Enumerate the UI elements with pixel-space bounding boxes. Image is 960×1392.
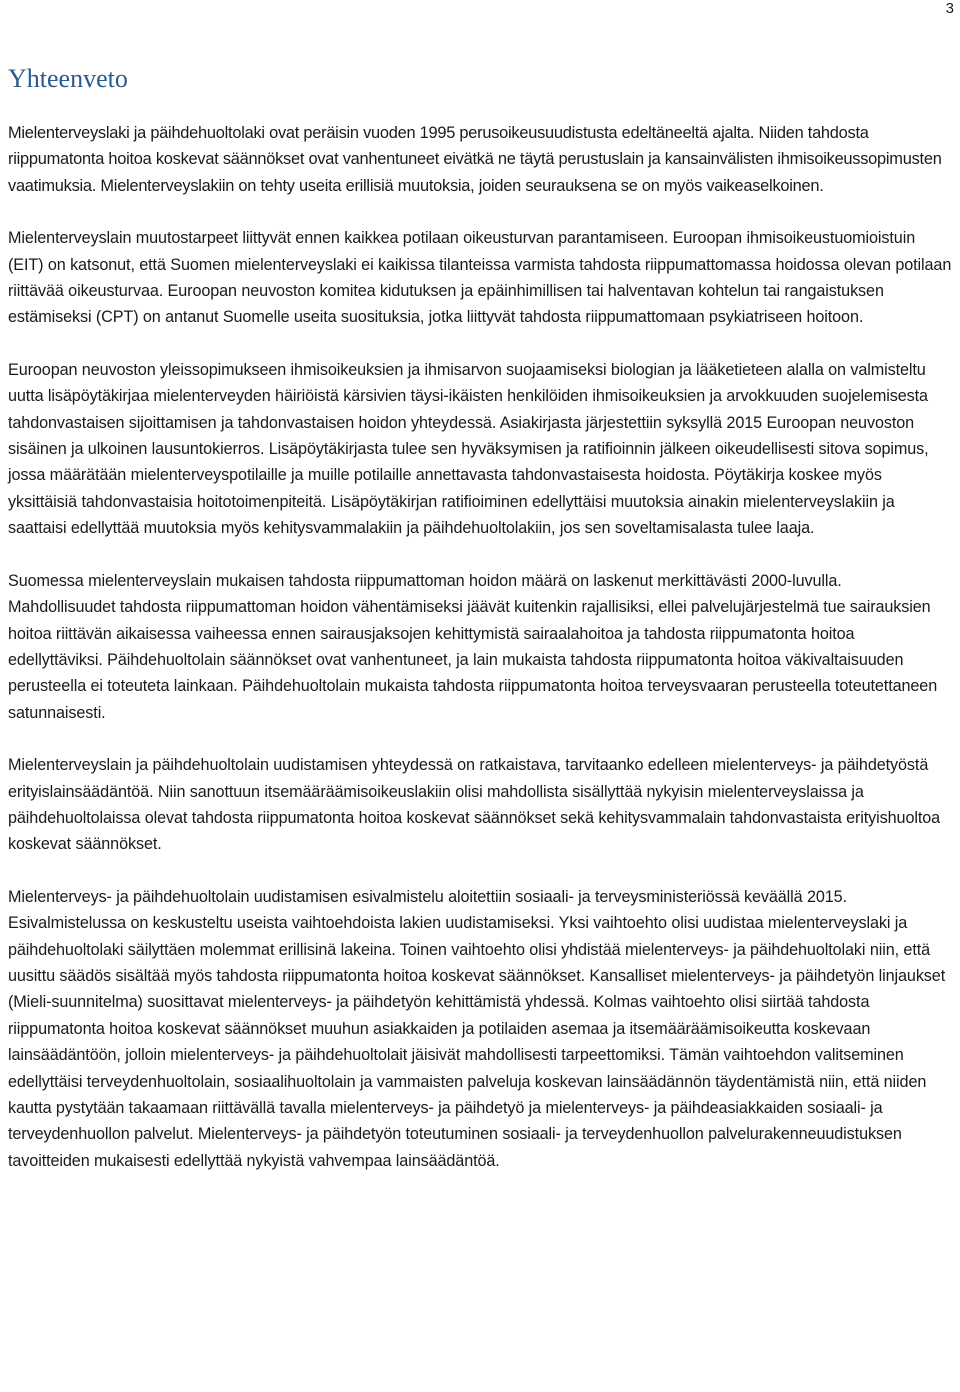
paragraph-5: Mielenterveyslain ja päihdehuoltolain uudistamisen yhteydessä on ratkaistava, tarvitaanko edelleen mielenterveys- ja päihdetyöstä erityislainsäädäntöä. Niin sanottuun itsemääräämisoikeuslakiin olisi mahdollista sisällyttää nykyisin mielenterveyslaissa ja päihdehuoltolaissa olevat tahdosta riippumatonta hoitoa koskevat säännökset sekä kehitysvammalain tahdonvastaista erityishuoltoa koskevat säännökset. xyxy=(8,756,941,854)
page-title: Yhteenveto xyxy=(8,64,128,93)
page-number: 3 xyxy=(945,0,954,17)
paragraph-3: Euroopan neuvoston yleissopimukseen ihmisoikeuksien ja ihmisarvon suojaamiseksi biologian ja lääketieteen alalla on valmisteltu uutta lisäpöytäkirjaa mielenterveyden häiriöistä kärsivien täysi-ikäisten henkilöiden ihmisoikeuksien ja arvokkuuden suojelemisesta tahdonvastaisen sijoittamisen ja tahdonvastaisen hoidon yhteydessä. Asiakirjasta järjestettiin syksyllä 2015 Euroopan neuvoston sisäinen ja ulkoinen lausuntokierros. Lisäpöytäkirjasta tulee sen hyväksymisen ja ratifioinnin jälkeen oikeudellisesti sitova sopimus, jossa määrätään mielenterveyspotilaille ja muille potilaille annettavasta tahdonvastaisesta hoidosta. Pöytäkirja koskee myös yksittäisiä tahdonvastaisia hoitotoimenpiteitä. Lisäpöytäkirjan ratifioiminen edellyttäisi muutoksia ainakin mielenterveyslakiin ja saattaisi edellyttää muutoksia myös kehitysvammalakiin ja päihdehuoltolakiin, jos sen soveltamisalasta tulee laaja. xyxy=(8,360,929,538)
paragraph-6: Mielenterveys- ja päihdehuoltolain uudistamisen esivalmistelu aloitettiin sosiaali- ja terveysministeriössä keväällä 2015. Esivalmistelussa on keskusteltu useista vaihtoehdoista lakien uudistamiseksi. Yksi vaihtoehto olisi uudistaa mielenterveyslaki ja päihdehuoltolaki säilyttäen molemmat erillisinä lakeina. Toinen vaihtoehto olisi yhdistää mielenterveys- ja päihdehuoltolaki niin, että uusittu säädös sisältää myös tahdosta riippumatonta hoitoa koskevat säännökset. Kansalliset mielenterveys- ja päihdetyön linjaukset (Mieli-suunnitelma) suosittavat mielenterveys- ja päihdetyön kehittämistä yhdessä. Kolmas vaihtoehto olisi siirtää tahdosta riippumatonta hoitoa koskevat säännökset muuhun asiakkaiden ja potilaiden asemaa ja itsemääräämisoikeutta koskevaan lainsäädäntöön, jolloin mielenterveys- ja päihdehuoltolait jäisivät mahdollisesti tarpeettomiksi. Tämän vaihtoehdon valitseminen edellyttäisi terveydenhuoltolain, sosiaalihuoltolain ja vammaisten palveluja koskevan lainsäädännön täydentämistä niin, että niiden kautta pystytään takaamaan riittävällä tavalla mielenterveys- ja päihdetyö ja mielenterveys- ja päihdeasiakkaiden sosiaali- ja terveydenhuollon palvelut. Mielenterveys- ja päihdetyön toteutuminen sosiaali- ja terveydenhuollon palvelurakenneuudistuksen tavoitteiden mukaisesti edellyttää nykyistä vahvempaa lainsäädäntöä. xyxy=(8,887,946,1170)
paragraph-2: Mielenterveyslain muutostarpeet liittyvät ennen kaikkea potilaan oikeusturvan parantamiseen. Euroopan ihmisoikeustuomioistuin (EIT) on katsonut, että Suomen mielenterveyslaki ei kaikissa tilanteissa varmista tahdosta riippumattomassa hoidossa olevan potilaan riittävää oikeusturvaa. Euroopan neuvoston komitea kidutuksen ja epäinhimillisen tai halventavan kohtelun tai rangaistuksen estämiseksi (CPT) on antanut Suomelle useita suosituksia, jotka liittyvät tahdosta riippumattomaan psykiatriseen hoitoon. xyxy=(8,229,952,327)
document-body xyxy=(8,120,953,1200)
paragraph-1: Mielenterveyslaki ja päihdehuoltolaki ovat peräisin vuoden 1995 perusoikeusuudistusta edeltäneeltä ajalta. Niiden tahdosta riippumatonta hoitoa koskevat säännökset ovat vanhentuneet eivätkä ne täytä perustuslain ja kansainvälisten ihmisoikeussopimusten vaatimuksia. Mielenterveyslakiin on tehty useita erillisiä muutoksia, joiden seurauksena se on myös vaikeaselkoinen. xyxy=(8,124,942,195)
paragraph-4: Suomessa mielenterveyslain mukaisen tahdosta riippumattoman hoidon määrä on laskenut merkittävästi 2000-luvulla. Mahdollisuudet tahdosta riippumattoman hoidon vähentämiseksi jäävät kuitenkin rajallisiksi, ellei palvelujärjestelmä tue sairauksien hoitoa riittävän aikaisessa vaiheessa ennen sairausjaksojen kehittymistä sairaalahoitoa ja tahdosta riippumatonta hoitoa edellyttäviksi. Päihdehuoltolain säännökset ovat vanhentuneet, ja lain mukaista tahdosta riippumatonta hoitoa väkivaltaisuuden perusteella ei toteuteta lainkaan. Päihdehuoltolain mukaista tahdosta riippumatonta hoitoa terveysvaaran perusteella toteutettaneen satunnaisesti. xyxy=(8,571,938,722)
